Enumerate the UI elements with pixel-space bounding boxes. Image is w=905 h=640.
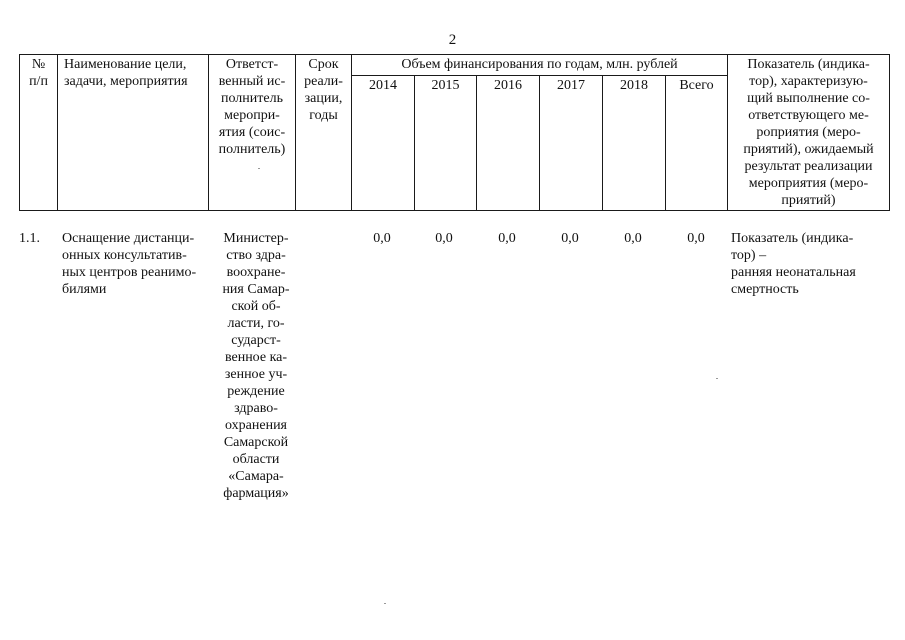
header-year-2018: 2018 — [603, 76, 666, 211]
header-year-2017: 2017 — [540, 76, 603, 211]
header-number: № п/п — [20, 55, 58, 211]
row-value-2015: 0,0 — [435, 231, 453, 246]
header-year-2016: 2016 — [477, 76, 540, 211]
scan-speck — [384, 603, 386, 604]
row-value-total: 0,0 — [687, 231, 705, 246]
header-term: Срок реали- зации, годы — [296, 55, 352, 211]
header-funding: Объем финансирования по годам, млн. рублей — [352, 55, 728, 76]
header-year-2014: 2014 — [352, 76, 415, 211]
row-value-2017: 0,0 — [561, 231, 579, 246]
header-responsible: Ответст- венный ис- полнитель меропри- ятия (соис- полнитель) — [209, 55, 296, 211]
scan-speck — [258, 168, 260, 169]
header-name: Наименование цели, задачи, мероприятия — [58, 55, 209, 211]
header-year-total: Всего — [666, 76, 728, 211]
row-value-2018: 0,0 — [624, 231, 642, 246]
row-responsible: Министер- ство здра- воохране- ния Самар- ской об- ласти, го- сударст- венное ка- зенное уч- реждение здраво- охранения Самарской области «Самара- фармация» — [222, 231, 290, 501]
row-name: Оснащение дистанци- онных консультатив- ных центров реанимо- билями — [62, 231, 197, 297]
row-value-2016: 0,0 — [498, 231, 516, 246]
header-year-2015: 2015 — [415, 76, 477, 211]
scan-speck — [716, 378, 718, 379]
page-number: 2 — [448, 32, 457, 48]
header-indicator: Показатель (индика- тор), характеризую- щий выполнение со- ответствующего ме- роприятия (меро- приятий), ожидаемый результат реализации мероприятия (меро- приятий) — [728, 55, 890, 211]
row-value-2014: 0,0 — [373, 231, 391, 246]
row-indicator: Показатель (индика- тор) – ранняя неонатальная смертность — [731, 231, 856, 297]
row-number: 1.1. — [19, 231, 40, 246]
program-table-header — [19, 54, 890, 211]
